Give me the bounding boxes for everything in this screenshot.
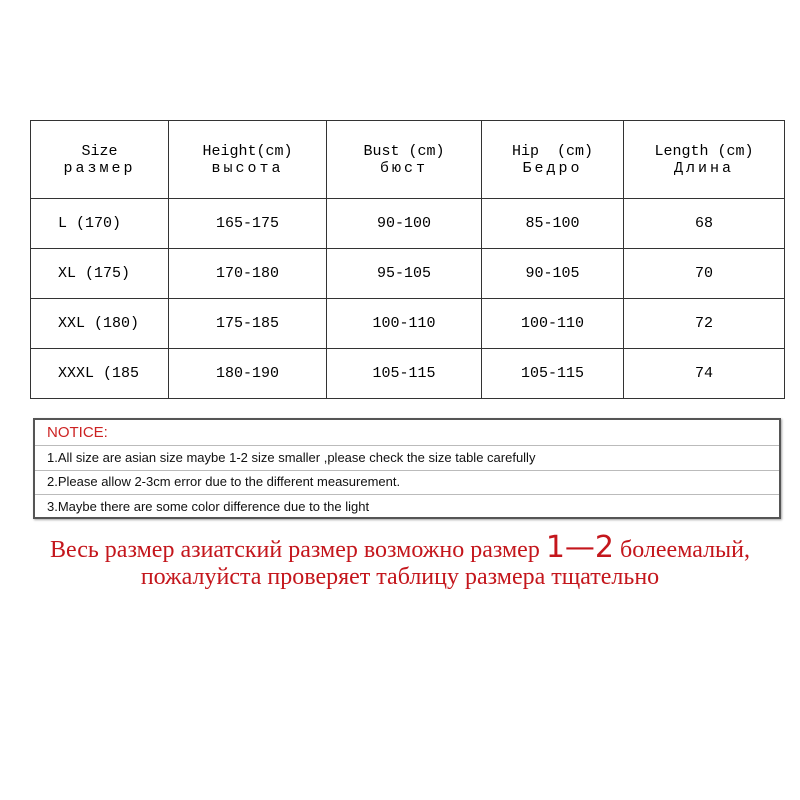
header-height-ru: высота [211,159,284,177]
header-bust [327,121,482,199]
cell-bust: 95-105 [327,249,482,299]
cell-hip: 90-105 [482,249,624,299]
header-length-ru: Длина [673,159,734,177]
header-length-en: Length (cm) [654,142,754,160]
header-bust-ru: бюст [379,159,428,177]
header-height [169,121,327,199]
header-size-en: Size [81,142,118,160]
table-row [31,299,785,349]
russian-notice-number: 1—2 [545,530,615,565]
notice-divider [35,470,779,471]
russian-notice-text-b: болеемалый, [614,537,751,563]
table-row [31,349,785,399]
notice-line-2: 2.Please allow 2-3cm error due to the different measurement. [47,474,401,489]
header-hip-ru: Бедро [522,159,583,177]
size-chart-table [30,120,785,399]
cell-height: 170-180 [169,249,327,299]
cell-bust: 105-115 [327,349,482,399]
notice-divider [35,445,779,446]
cell-bust: 100-110 [327,299,482,349]
russian-notice-line-2: пожалуйста проверяет таблицу размера тщательно [140,564,660,590]
header-hip-en: Hip (cm) [511,142,593,160]
cell-size: XXXL (185 [31,349,169,399]
cell-height: 180-190 [169,349,327,399]
table-row [31,249,785,299]
header-size [31,121,169,199]
notice-title: NOTICE: [47,424,108,441]
cell-hip: 105-115 [482,349,624,399]
cell-bust: 90-100 [327,199,482,249]
cell-hip: 100-110 [482,299,624,349]
notice-line-3: 3.Maybe there are some color difference due to the light [47,499,370,514]
notice-box [33,418,781,519]
cell-length: 68 [624,199,785,249]
notice-divider [35,494,779,495]
russian-notice-line-1 [0,530,800,565]
notice-line-1: 1.All size are asian size maybe 1-2 size smaller ,please check the size table carefully [47,450,536,465]
cell-size: XXL (180) [31,299,169,349]
russian-notice-text-a: Весь размер азиатский размер возможно размер [49,537,546,563]
cell-height: 175-185 [169,299,327,349]
table-row [31,199,785,249]
cell-size: L (170) [31,199,169,249]
table-header-row [31,121,785,199]
header-hip [482,121,624,199]
cell-hip: 85-100 [482,199,624,249]
header-bust-en: Bust (cm) [363,142,445,160]
header-size-ru: размер [63,159,136,177]
cell-height: 165-175 [169,199,327,249]
cell-length: 70 [624,249,785,299]
cell-size: XL (175) [31,249,169,299]
header-length [624,121,785,199]
header-height-en: Height(cm) [202,142,293,160]
cell-length: 74 [624,349,785,399]
cell-length: 72 [624,299,785,349]
